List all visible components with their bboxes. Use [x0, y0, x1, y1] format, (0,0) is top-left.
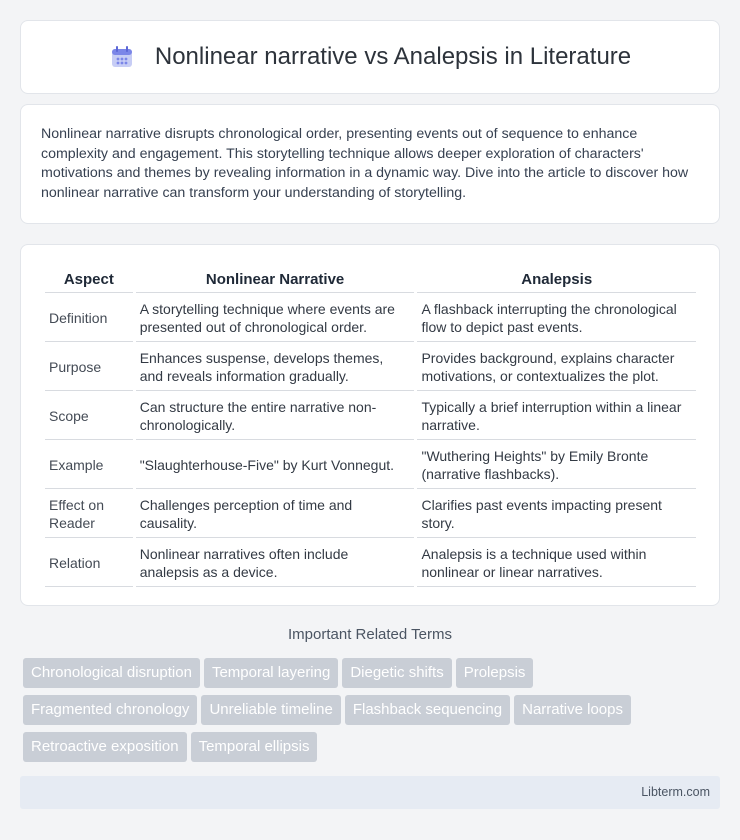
calendar-icon: [109, 44, 135, 70]
related-terms-title: Important Related Terms: [288, 626, 452, 643]
related-term-tag[interactable]: Fragmented chronology: [23, 695, 197, 725]
related-term-tag[interactable]: Prolepsis: [456, 658, 534, 688]
table-row: [45, 295, 696, 342]
header-nonlinear: Nonlinear Narrative: [136, 267, 415, 293]
nonlinear-cell: A storytelling technique where events are presented out of chronological order.: [136, 295, 415, 342]
aspect-cell: Scope: [45, 393, 133, 440]
related-term-tag[interactable]: Temporal ellipsis: [191, 732, 318, 762]
related-term-tag[interactable]: Narrative loops: [514, 695, 631, 725]
table-row: [45, 540, 696, 587]
analepsis-cell: A flashback interrupting the chronological flow to depict past events.: [417, 295, 696, 342]
aspect-cell: Example: [45, 442, 133, 489]
related-terms-list: [23, 658, 723, 769]
related-term-tag[interactable]: Diegetic shifts: [342, 658, 451, 688]
analepsis-cell: Typically a brief interruption within a linear narrative.: [417, 393, 696, 440]
analepsis-cell: Analepsis is a technique used within nonlinear or linear narratives.: [417, 540, 696, 587]
header-aspect: Aspect: [45, 267, 133, 293]
analepsis-cell: "Wuthering Heights" by Emily Bronte (narrative flashbacks).: [417, 442, 696, 489]
analepsis-cell: Provides background, explains character motivations, or contextualizes the plot.: [417, 344, 696, 391]
aspect-cell: Definition: [45, 295, 133, 342]
page-title: Nonlinear narrative vs Analepsis in Literature: [154, 43, 632, 70]
nonlinear-cell: Enhances suspense, develops themes, and reveals information gradually.: [136, 344, 415, 391]
comparison-table: [42, 265, 699, 589]
comparison-card: [20, 244, 720, 606]
nonlinear-cell: Challenges perception of time and causality.: [136, 491, 415, 538]
intro-text: Nonlinear narrative disrupts chronological order, presenting events out of sequence to enhance complexity and engagement. This storytelling technique allows deeper exploration of characters' motivations and themes by revealing information in a dynamic way. Dive into the article to discover how nonlinear narrative can transform your understanding of storytelling.: [41, 126, 689, 201]
nonlinear-cell: Nonlinear narratives often include analepsis as a device.: [136, 540, 415, 587]
related-term-tag[interactable]: Retroactive exposition: [23, 732, 187, 762]
aspect-cell: Purpose: [45, 344, 133, 391]
table-row: [45, 393, 696, 440]
intro-card: [20, 104, 720, 224]
aspect-cell: Effect on Reader: [45, 491, 133, 538]
table-row: [45, 344, 696, 391]
footer: [20, 776, 720, 809]
header-analepsis: Analepsis: [417, 267, 696, 293]
aspect-cell: Relation: [45, 540, 133, 587]
table-row: [45, 442, 696, 489]
related-term-tag[interactable]: Flashback sequencing: [345, 695, 510, 725]
nonlinear-cell: Can structure the entire narrative non-chronologically.: [136, 393, 415, 440]
table-header-row: [45, 267, 696, 293]
related-term-tag[interactable]: Temporal layering: [204, 658, 338, 688]
related-term-tag[interactable]: Chronological disruption: [23, 658, 200, 688]
analepsis-cell: Clarifies past events impacting present story.: [417, 491, 696, 538]
table-row: [45, 491, 696, 538]
footer-site-link[interactable]: Libterm.com: [641, 785, 710, 799]
header-card: [20, 20, 720, 94]
related-term-tag[interactable]: Unreliable timeline: [201, 695, 340, 725]
nonlinear-cell: "Slaughterhouse-Five" by Kurt Vonnegut.: [136, 442, 415, 489]
